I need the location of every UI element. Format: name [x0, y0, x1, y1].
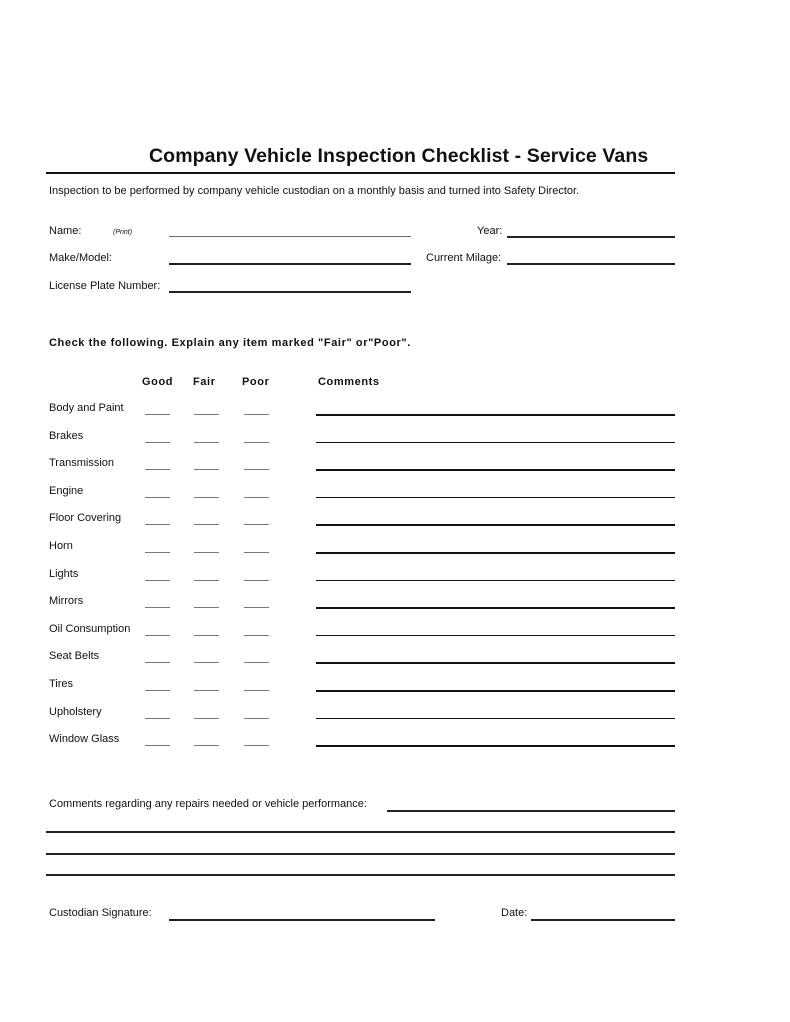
year-label: Year:: [477, 225, 503, 237]
repair-comments-field-2[interactable]: [46, 831, 675, 833]
checklist-instruction: Check the following. Explain any item marked "Fair" or"Poor".: [49, 337, 411, 349]
document-title: Company Vehicle Inspection Checklist - Service Vans: [149, 145, 649, 167]
fair-checkbox-line[interactable]: [194, 442, 219, 443]
comments-field[interactable]: [316, 690, 675, 692]
column-header-good: Good: [142, 376, 174, 388]
comments-field[interactable]: [316, 524, 675, 526]
intro-text: Inspection to be performed by company vehicle custodian on a monthly basis and turned into Safety Director.: [49, 185, 580, 197]
date-field[interactable]: [531, 919, 675, 921]
current-milage-label: Current Milage:: [426, 252, 502, 264]
fair-checkbox-line[interactable]: [194, 745, 219, 746]
good-checkbox-line[interactable]: [145, 718, 170, 719]
good-checkbox-line[interactable]: [145, 442, 170, 443]
name-field[interactable]: [169, 236, 411, 237]
date-label: Date:: [501, 907, 528, 919]
poor-checkbox-line[interactable]: [244, 524, 269, 525]
checklist-item-label: Body and Paint: [49, 402, 124, 414]
good-checkbox-line[interactable]: [145, 607, 170, 608]
checklist-item-label: Brakes: [49, 429, 84, 442]
checklist-item-label: Upholstery: [49, 705, 102, 718]
comments-field[interactable]: [316, 442, 675, 444]
checklist-item-label: Floor Covering: [49, 512, 122, 525]
poor-checkbox-line[interactable]: [244, 580, 269, 581]
title-divider: [46, 172, 675, 174]
fair-checkbox-line[interactable]: [194, 497, 219, 498]
checklist-item-label: Mirrors: [49, 595, 84, 608]
column-header-fair: Fair: [193, 376, 216, 388]
good-checkbox-line[interactable]: [145, 580, 170, 581]
repair-comments-field-4[interactable]: [46, 874, 675, 876]
comments-field[interactable]: [316, 552, 675, 554]
comments-field[interactable]: [316, 745, 675, 747]
make-model-field[interactable]: [169, 263, 411, 265]
fair-checkbox-line[interactable]: [194, 469, 219, 470]
poor-checkbox-line[interactable]: [244, 497, 269, 498]
current-milage-field[interactable]: [507, 263, 675, 265]
comments-field[interactable]: [316, 497, 675, 499]
comments-field[interactable]: [316, 469, 675, 471]
custodian-signature-label: Custodian Signature:: [49, 907, 152, 919]
good-checkbox-line[interactable]: [145, 414, 170, 415]
poor-checkbox-line[interactable]: [244, 552, 269, 553]
good-checkbox-line[interactable]: [145, 497, 170, 498]
good-checkbox-line[interactable]: [145, 635, 170, 636]
comments-field[interactable]: [316, 580, 675, 582]
checklist-item-label: Horn: [49, 540, 73, 552]
good-checkbox-line[interactable]: [145, 469, 170, 470]
fair-checkbox-line[interactable]: [194, 718, 219, 719]
poor-checkbox-line[interactable]: [244, 414, 269, 415]
comments-field[interactable]: [316, 662, 675, 664]
poor-checkbox-line[interactable]: [244, 690, 269, 691]
poor-checkbox-line[interactable]: [244, 745, 269, 746]
name-print-hint: (Print): [113, 229, 133, 236]
fair-checkbox-line[interactable]: [194, 580, 219, 581]
fair-checkbox-line[interactable]: [194, 635, 219, 636]
fair-checkbox-line[interactable]: [194, 414, 219, 415]
checklist-item-label: Lights: [49, 567, 79, 580]
poor-checkbox-line[interactable]: [244, 662, 269, 663]
good-checkbox-line[interactable]: [145, 552, 170, 553]
custodian-signature-field[interactable]: [169, 919, 435, 921]
checklist-item-label: Oil Consumption: [49, 622, 131, 635]
license-plate-label: License Plate Number:: [49, 280, 161, 292]
license-plate-field[interactable]: [169, 291, 411, 293]
repair-comments-field-1[interactable]: [387, 810, 675, 812]
column-header-poor: Poor: [242, 376, 270, 388]
good-checkbox-line[interactable]: [145, 662, 170, 663]
comments-field[interactable]: [316, 607, 675, 609]
poor-checkbox-line[interactable]: [244, 442, 269, 443]
comments-field[interactable]: [316, 635, 675, 637]
column-header-comments: Comments: [318, 376, 380, 388]
repair-comments-field-3[interactable]: [46, 853, 675, 855]
make-model-label: Make/Model:: [49, 252, 112, 264]
fair-checkbox-line[interactable]: [194, 690, 219, 691]
poor-checkbox-line[interactable]: [244, 718, 269, 719]
checklist-item-label: Window Glass: [49, 733, 120, 746]
good-checkbox-line[interactable]: [145, 745, 170, 746]
repair-comments-label: Comments regarding any repairs needed or vehicle performance:: [49, 798, 367, 810]
checklist-item-label: Transmission: [49, 457, 114, 470]
name-label: Name:: [49, 225, 82, 237]
poor-checkbox-line[interactable]: [244, 607, 269, 608]
checklist-item-label: Seat Belts: [49, 650, 100, 663]
fair-checkbox-line[interactable]: [194, 607, 219, 608]
good-checkbox-line[interactable]: [145, 690, 170, 691]
comments-field[interactable]: [316, 414, 675, 416]
poor-checkbox-line[interactable]: [244, 635, 269, 636]
comments-field[interactable]: [316, 718, 675, 720]
year-field[interactable]: [507, 236, 675, 238]
good-checkbox-line[interactable]: [145, 524, 170, 525]
fair-checkbox-line[interactable]: [194, 662, 219, 663]
checklist-item-label: Engine: [49, 484, 84, 497]
fair-checkbox-line[interactable]: [194, 552, 219, 553]
poor-checkbox-line[interactable]: [244, 469, 269, 470]
fair-checkbox-line[interactable]: [194, 524, 219, 525]
checklist-item-label: Tires: [49, 678, 74, 690]
